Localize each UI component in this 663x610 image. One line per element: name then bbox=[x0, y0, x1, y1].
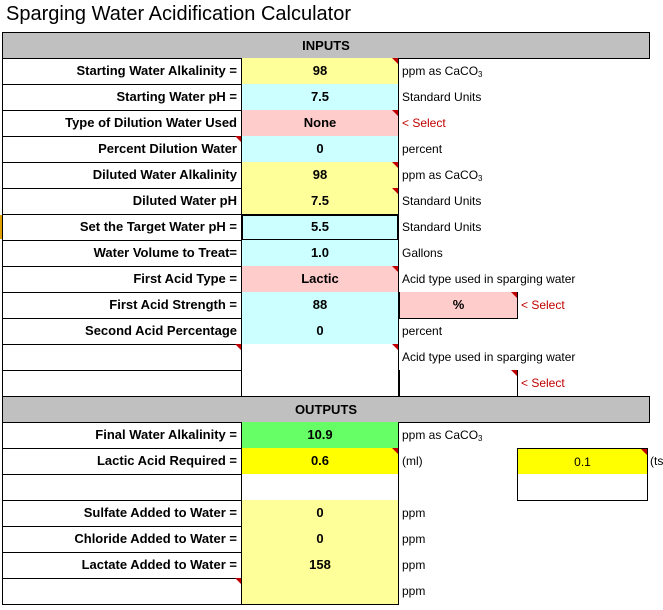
label-diluted-alkalinity: Diluted Water Alkalinity bbox=[2, 162, 242, 189]
label-empty-row-2 bbox=[2, 370, 242, 397]
input-second-acid-percentage[interactable]: 0 bbox=[241, 318, 399, 345]
label-first-acid-strength: First Acid Strength = bbox=[2, 292, 242, 319]
label-dilution-type: Type of Dilution Water Used bbox=[2, 110, 242, 137]
label-percent-dilution: Percent Dilution Water bbox=[2, 136, 242, 163]
value-empty-output-2 bbox=[241, 578, 399, 605]
value-chloride-added: 0 bbox=[241, 526, 399, 553]
unit-diluted-alkalinity: ppm as CaCO$_3$ bbox=[402, 168, 483, 183]
unit-sulfate-added: ppm bbox=[402, 506, 426, 520]
unit-starting-ph: Standard Units bbox=[402, 90, 482, 104]
input-target-ph[interactable]: 5.5 bbox=[241, 214, 399, 241]
label-first-acid-type: First Acid Type = bbox=[2, 266, 242, 293]
select-first-acid-type[interactable]: Lactic bbox=[241, 266, 399, 293]
label-target-ph: Set the Target Water pH = bbox=[2, 214, 242, 241]
label-second-acid-percentage: Second Acid Percentage bbox=[2, 318, 242, 345]
input-starting-ph[interactable]: 7.5 bbox=[241, 84, 399, 111]
unit-first-acid-type: Acid type used in sparging water bbox=[402, 272, 576, 286]
label-diluted-ph: Diluted Water pH bbox=[2, 188, 242, 215]
value-lactic-acid-tsp: 0.1 bbox=[517, 448, 648, 475]
input-starting-alkalinity[interactable]: 98 bbox=[241, 58, 399, 85]
value-diluted-alkalinity: 98 bbox=[241, 162, 399, 189]
value-lactic-acid-required: 0.6 bbox=[241, 448, 399, 475]
select-acid-strength-unit[interactable]: % bbox=[399, 292, 518, 319]
select-hint-acid-strength: < Select bbox=[521, 298, 565, 312]
label-empty-row-1 bbox=[2, 344, 242, 371]
page-title: Sparging Water Acidification Calculator bbox=[6, 3, 351, 25]
select-second-acid-unit[interactable] bbox=[399, 370, 518, 397]
unit-second-acid-type: Acid type used in sparging water bbox=[402, 350, 576, 364]
unit-lactic-acid-tsp: (ts bbox=[650, 454, 663, 468]
value-lactate-added: 158 bbox=[241, 552, 399, 579]
inputs-header: INPUTS bbox=[2, 32, 650, 59]
unit-percent-dilution: percent bbox=[402, 142, 443, 156]
value-empty-output-tsp bbox=[517, 474, 648, 501]
unit-final-alkalinity: ppm as CaCO$_3$ bbox=[402, 428, 483, 443]
label-empty-output-1 bbox=[2, 474, 242, 501]
unit-target-ph: Standard Units bbox=[402, 220, 482, 234]
unit-starting-alkalinity: ppm as CaCO$_3$ bbox=[402, 64, 483, 79]
input-first-acid-strength[interactable]: 88 bbox=[241, 292, 399, 319]
unit-lactic-acid-ml: (ml) bbox=[402, 454, 423, 468]
label-final-alkalinity: Final Water Alkalinity = bbox=[2, 422, 242, 449]
unit-lactate-added: ppm bbox=[402, 558, 426, 572]
value-empty-output-1 bbox=[241, 474, 399, 501]
outputs-header: OUTPUTS bbox=[2, 396, 650, 423]
label-empty-output-2 bbox=[2, 578, 242, 605]
unit-second-acid-percentage: percent bbox=[402, 324, 443, 338]
label-water-volume: Water Volume to Treat= bbox=[2, 240, 242, 267]
select-hint-dilution: < Select bbox=[402, 116, 446, 130]
unit-diluted-ph: Standard Units bbox=[402, 194, 482, 208]
label-starting-alkalinity: Starting Water Alkalinity = bbox=[2, 58, 242, 85]
label-lactic-acid-required: Lactic Acid Required = bbox=[2, 448, 242, 475]
input-second-acid-strength[interactable] bbox=[241, 370, 399, 397]
select-dilution-type[interactable]: None bbox=[241, 110, 399, 137]
value-sulfate-added: 0 bbox=[241, 500, 399, 527]
select-second-acid-type[interactable] bbox=[241, 344, 399, 371]
label-chloride-added: Chloride Added to Water = bbox=[2, 526, 242, 553]
label-lactate-added: Lactate Added to Water = bbox=[2, 552, 242, 579]
select-hint-second-acid: < Select bbox=[521, 376, 565, 390]
unit-empty-output-2: ppm bbox=[402, 584, 426, 598]
input-percent-dilution[interactable]: 0 bbox=[241, 136, 399, 163]
unit-water-volume: Gallons bbox=[402, 246, 443, 260]
value-diluted-ph: 7.5 bbox=[241, 188, 399, 215]
label-starting-ph: Starting Water pH = bbox=[2, 84, 242, 111]
value-final-alkalinity: 10.9 bbox=[241, 422, 399, 449]
unit-chloride-added: ppm bbox=[402, 532, 426, 546]
input-water-volume[interactable]: 1.0 bbox=[241, 240, 399, 267]
label-sulfate-added: Sulfate Added to Water = bbox=[2, 500, 242, 527]
